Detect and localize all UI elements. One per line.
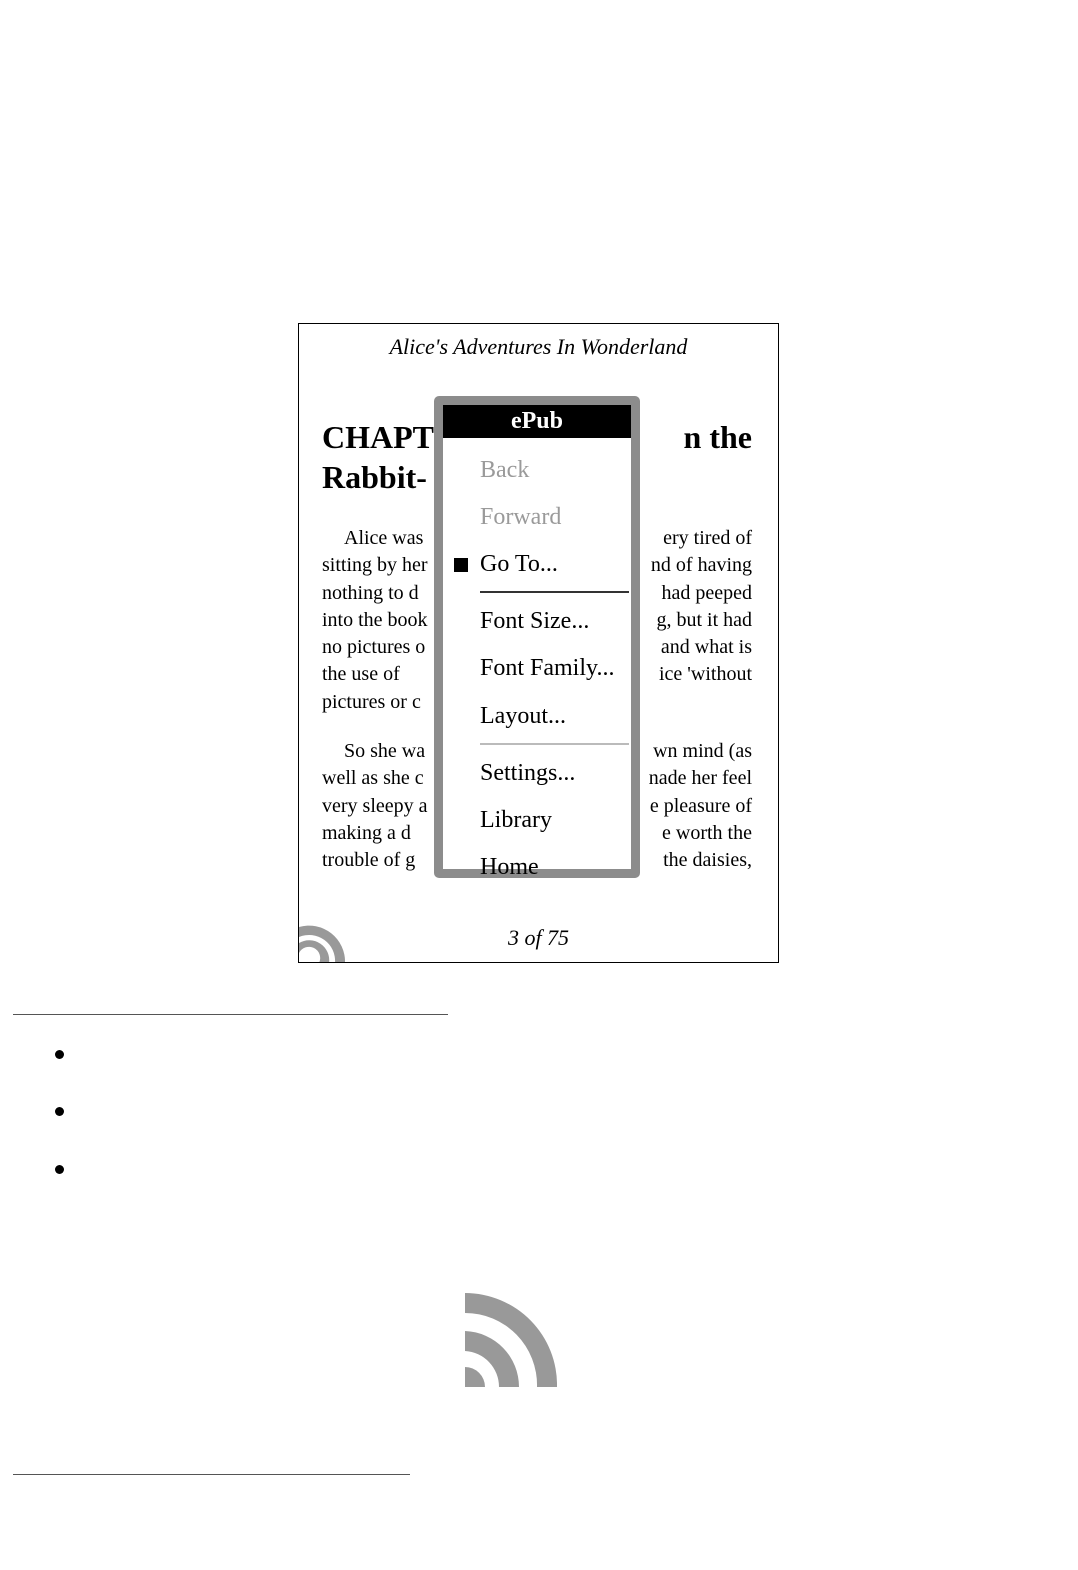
menu-item-font-family[interactable]: Font Family... [480,655,615,681]
menu-divider [480,743,629,745]
menu-item-home[interactable]: Home [480,854,539,880]
chapter-heading-line2: Rabbit- [322,459,427,495]
text-line-start: well as she c [322,767,424,790]
menu-item-back[interactable]: Back [480,457,530,483]
menu-item-go-to[interactable]: Go To... [480,551,558,577]
menu-divider [480,591,629,593]
menu-item-forward[interactable]: Forward [480,504,562,530]
wifi-arcs-icon [465,1293,557,1387]
text-line-start: So she wa [344,740,426,763]
book-title: Alice's Adventures In Wonderland [389,334,688,359]
text-line-start: trouble of g [322,849,416,872]
text-line-start: Alice was [344,527,424,549]
selection-marker-icon [454,558,468,572]
chapter-heading-end: n the [683,419,752,455]
text-line-start: the use of [322,663,400,686]
text-line-start: making a d [322,821,411,844]
list-bullet [55,1050,64,1059]
list-bullet [55,1107,64,1116]
text-line-start: very sleepy a [322,794,428,817]
wifi-arcs-icon [299,915,345,963]
menu-item-font-size[interactable]: Font Size... [480,608,590,634]
page-indicator: 3 of 75 [507,925,570,950]
menu-item-settings[interactable]: Settings... [480,760,576,786]
text-line-end: nade her feel [648,767,752,790]
text-line-end: and what is [660,636,752,659]
text-line-end: ery tired of [663,527,752,549]
text-line-end: nd of having [650,554,752,577]
text-line-end: ice 'without [658,663,752,686]
text-line-start: no pictures o [322,636,426,659]
menu-item-library[interactable]: Library [480,807,552,833]
text-line-end: e pleasure of [649,794,752,817]
menu-title: ePub [443,405,631,438]
text-line-end: had peeped [661,581,752,604]
text-line-start: pictures or c [322,690,421,713]
divider [13,1474,410,1475]
text-line-start: sitting by her [322,554,428,577]
text-line-start: nothing to d [322,581,419,604]
text-line-end: e worth the [662,821,752,844]
list-bullet [55,1165,64,1174]
chapter-heading-start: CHAPT [322,419,434,455]
ereader-screenshot [298,323,779,963]
divider [13,1014,448,1015]
text-line-start: into the book [322,608,428,631]
epub-menu [434,396,640,878]
text-line-end: the daisies, [663,849,752,872]
text-line-end: g, but it had [656,608,752,631]
menu-item-layout[interactable]: Layout... [480,703,566,729]
text-line-end: wn mind (as [653,740,752,763]
